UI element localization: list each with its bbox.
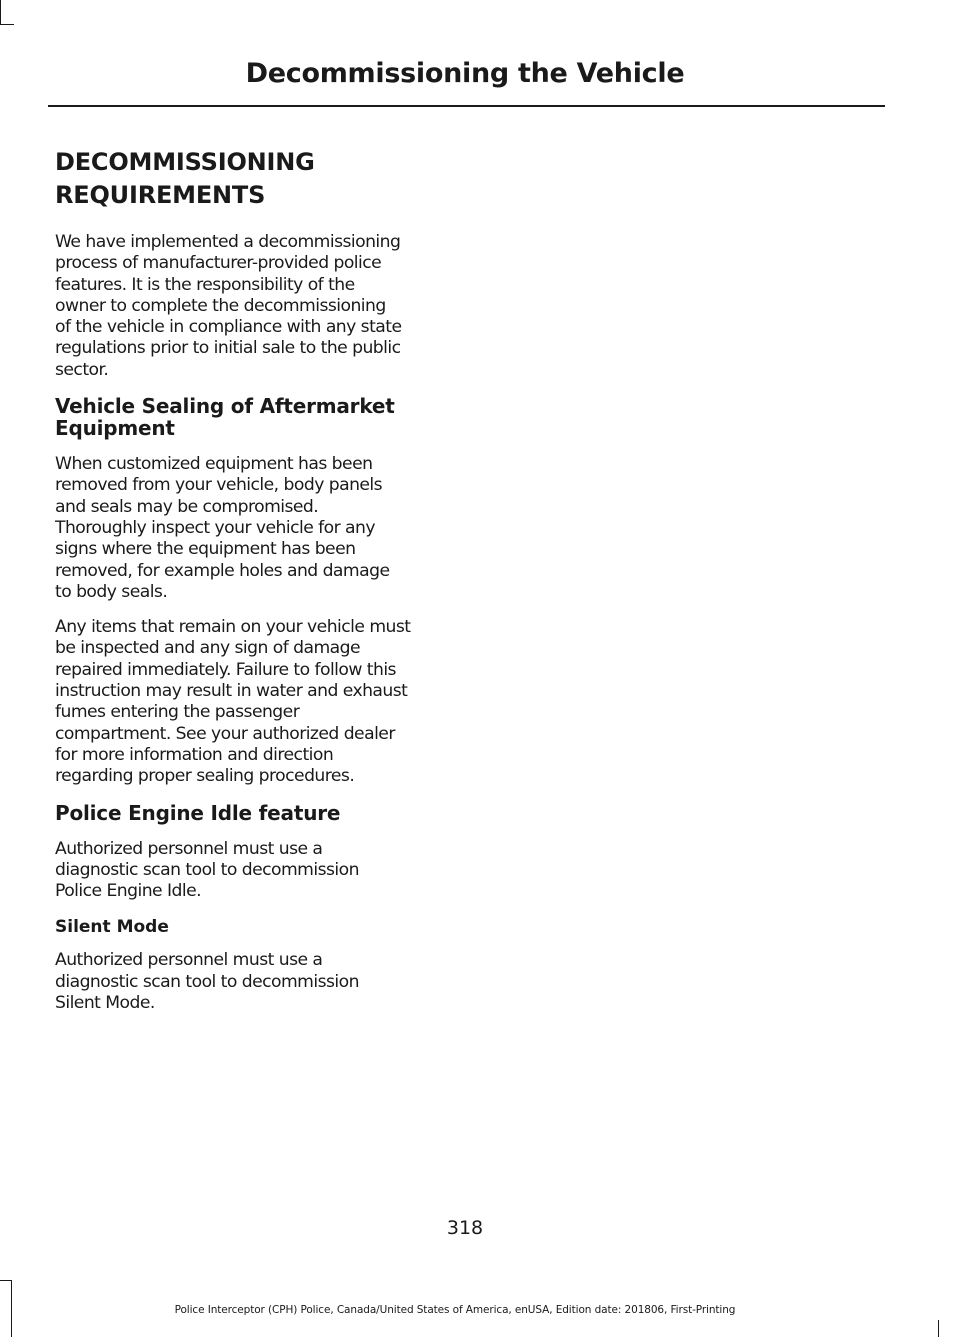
sealing-paragraph-2: Any items that remain on your vehicle must be inspected and any sign of damage repaired immediately. Failure to follow this instruction may result in water and exhaust fumes entering the passenger compartment. See your authorized dealer for more information and direction regarding proper sealing procedures.	[55, 617, 411, 787]
page-header-title: Decommissioning the Vehicle	[245, 58, 685, 89]
header-divider	[48, 105, 885, 107]
sealing-paragraph-1: When customized equipment has been removed from your vehicle, body panels and seals may be compromised. Thoroughly inspect your vehicle for any signs where the equipment has been removed, for example holes and damage to body seals.	[55, 454, 390, 602]
footer-edition-line: Police Interceptor (CPH) Police, Canada/United States of America, enUSA, Edition date: 201806, First-Printing	[174, 1304, 736, 1316]
subheading-police-engine-idle: Police Engine Idle feature	[55, 800, 341, 825]
page-number: 318	[446, 1217, 484, 1239]
crop-mark-bottom-left-horizontal	[0, 1280, 12, 1281]
silent-paragraph: Authorized personnel must use a diagnostic scan tool to decommission Silent Mode.	[55, 950, 359, 1014]
subheading-silent-mode: Silent Mode	[55, 917, 169, 938]
crop-mark-top-left-horizontal	[0, 24, 14, 25]
idle-paragraph: Authorized personnel must use a diagnostic scan tool to decommission Police Engine Idle.	[55, 838, 359, 902]
main-content	[55, 146, 451, 1028]
crop-mark-bottom-right	[938, 1320, 939, 1337]
crop-mark-top-left	[0, 0, 1, 24]
section-heading-decommissioning-requirements: DECOMMISSIONING REQUIREMENTS	[55, 148, 315, 209]
intro-paragraph: We have implemented a decommissioning process of manufacturer-provided police features. It is the responsibility of the owner to complete the decommissioning of the vehicle in compliance with any state regulations prior to initial sale to the public sector.	[55, 232, 402, 380]
subheading-vehicle-sealing: Vehicle Sealing of Aftermarket Equipment	[55, 394, 395, 441]
